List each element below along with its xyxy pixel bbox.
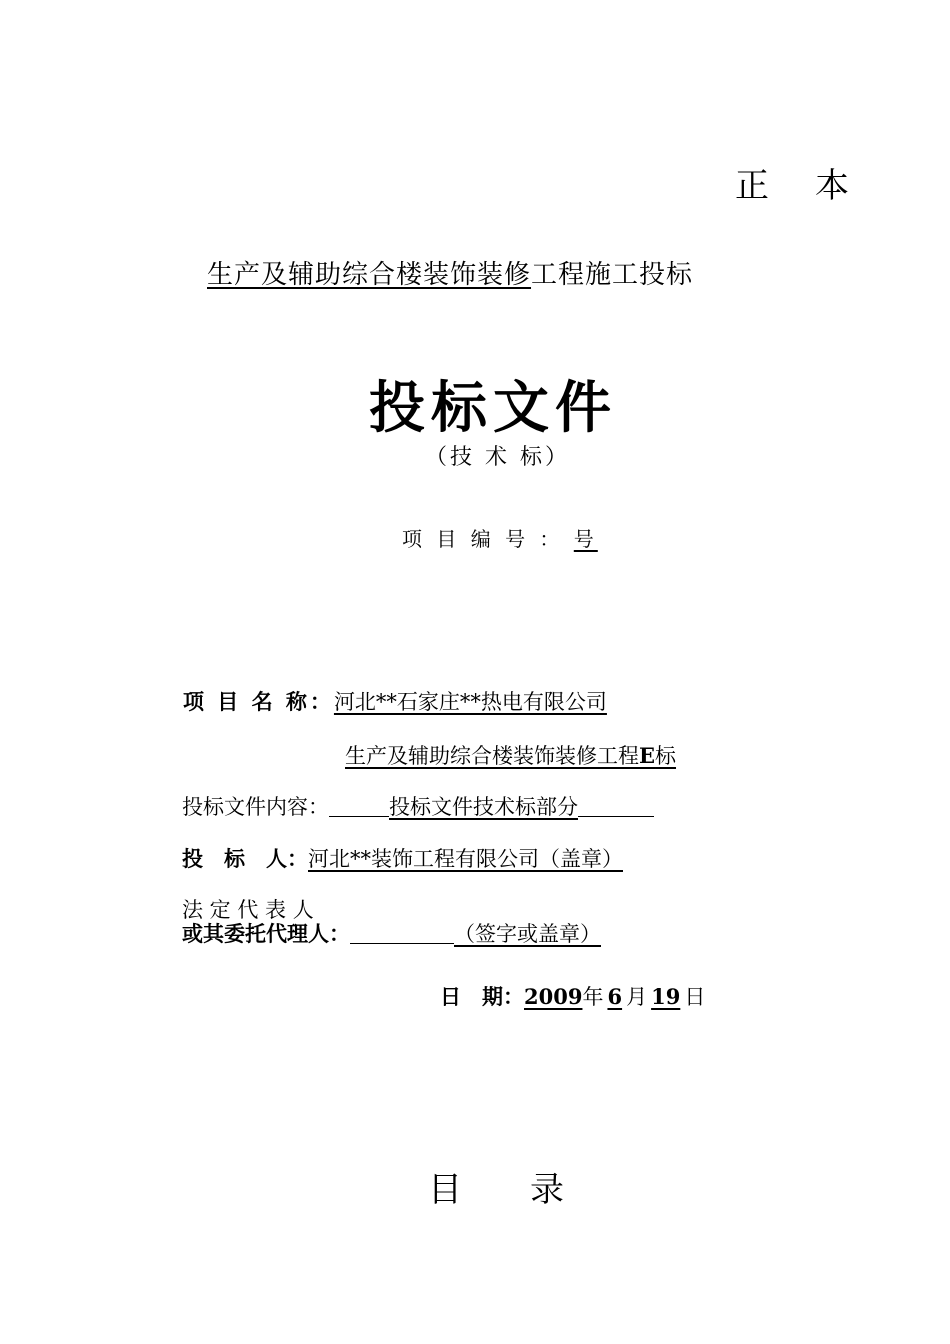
content-row [182,791,654,821]
project-name-line2 [345,740,686,770]
date-label: 日 期： [440,984,524,1009]
project-number-value: 号 [573,527,598,551]
date-year-unit: 年 [582,985,604,1009]
representative-row [182,918,611,948]
project-name-label: 项 目 名 称： [183,689,334,714]
project-number-label: 项 目 编 号 ： [402,527,564,551]
bidder-label: 投 标 人： [182,846,308,871]
representative-value: （签字或盖章） [454,922,601,946]
project-number [402,523,610,552]
document-title: 投标文件 [369,376,617,441]
date-row [440,981,705,1011]
date-day: 19 [651,984,681,1009]
project-title-underlined: 生产及辅助综合楼装饰装修 [207,260,532,290]
project-name-row [183,686,629,716]
project-name-line1: 河北**石家庄**热电有限公司 [333,690,607,714]
copy-label: 正 本 [735,166,855,206]
date-day-unit: 日 [684,985,706,1009]
bidder-row [182,843,623,873]
bidder-value: 河北**装饰工程有限公司（盖章） [308,847,623,871]
representative-label-line2: 或其委托代理人： [182,921,350,946]
project-title-rest: 工程施工投标 [531,260,694,290]
toc-title: 目 录 [428,1170,564,1210]
project-title [207,254,693,291]
date-year: 2009 [524,984,583,1009]
content-value: 投标文件技术标部分 [389,795,578,819]
date-month: 6 [607,984,623,1009]
representative-label-line1: 法 定 代 表 人 [182,898,314,922]
document-subtitle: （技 术 标） [425,445,570,470]
date-month-unit: 月 [626,985,648,1009]
project-name-line2-text: 生产及辅助综合楼装饰装修工程E标 [345,743,677,768]
content-label: 投标文件内容： [182,795,329,819]
